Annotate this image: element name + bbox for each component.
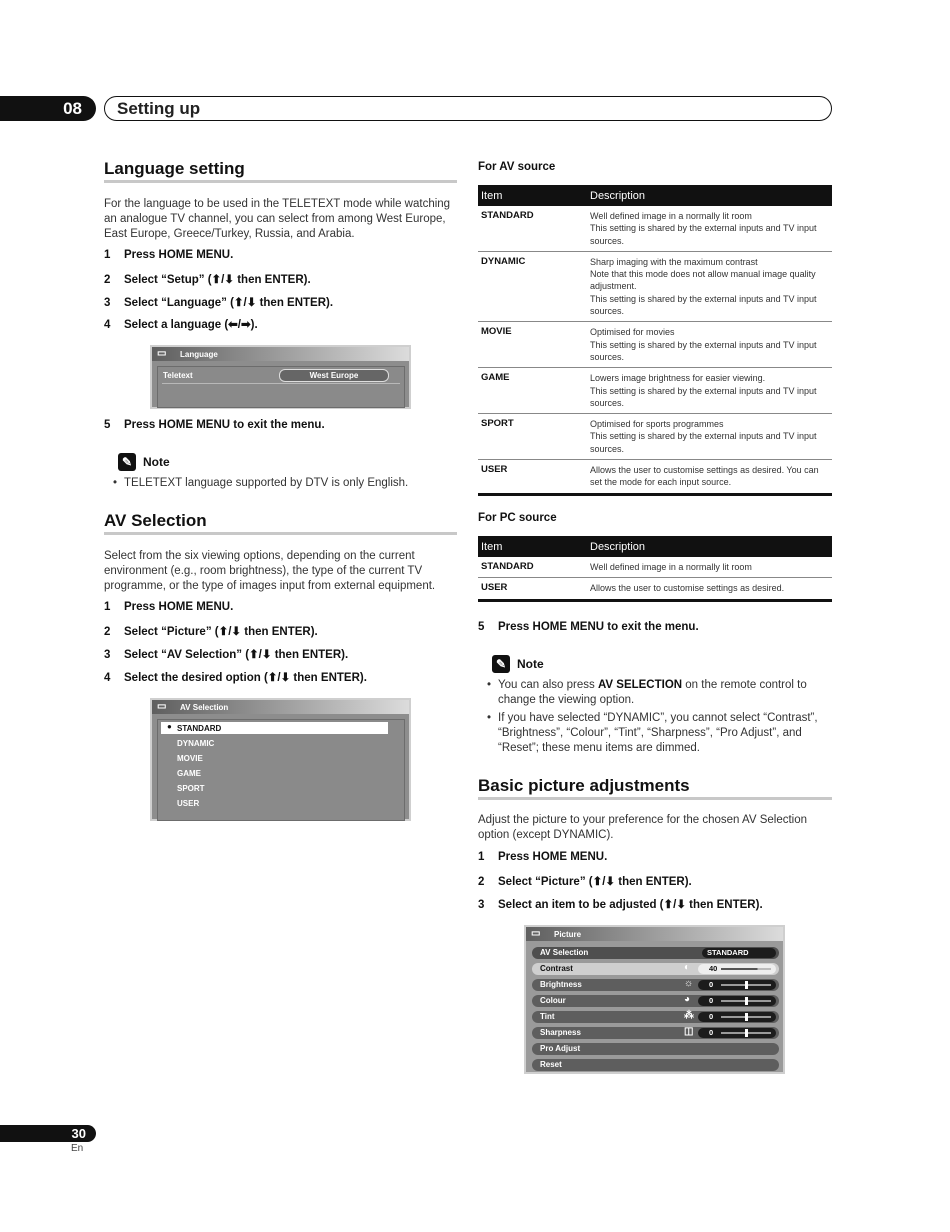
col-item-header: Item [478,536,587,557]
av-step-4: 4 Select the desired option (⬆/⬇ then ENTER). [104,672,367,684]
table-item-cell: USER [478,578,587,600]
table-item-cell: GAME [478,368,587,414]
picture-row-av-selection[interactable]: AV Selection STANDARD [532,947,779,959]
language-step-1: 1 Press HOME MENU. [104,249,234,261]
menu-tv-icon: ▭ [157,348,167,359]
menu-divider [162,383,400,384]
language-note-head: ✎ Note [118,453,170,471]
language-menu-panel [157,366,405,408]
brightness-icon: ☼ [684,978,694,989]
slider-value: 0 [709,980,714,989]
av-option-movie[interactable]: MOVIE [177,754,203,763]
slider-label: Contrast [540,964,573,973]
slider-value: 0 [709,1028,714,1037]
table-item-cell: MOVIE [478,322,587,368]
basic-step-1: 1 Press HOME MENU. [478,851,608,863]
av-selection-menu-header: ▭ AV Selection [152,700,409,714]
language-heading-rule [104,180,457,183]
table-row [478,368,832,414]
language-step-2: 2 Select “Setup” (⬆/⬇ then ENTER). [104,274,311,286]
language-note-item: • TELETEXT language supported by DTV is only English. [113,477,409,489]
description-line: Well defined image in a normally lit room [590,562,752,572]
language-menu-screen [150,345,411,409]
description-line: This setting is shared by the external inputs and TV input sources. [590,339,817,362]
language-intro: For the language to be used in the TELETEXT mode while watching an analogue TV channel, you can select from among West Europe, East Europe, Greece/Turkey, Russia, and Arabia. [104,198,451,240]
basic-adjust-heading-rule [478,797,832,800]
table-item-cell: DYNAMIC [478,251,587,321]
table-row [478,414,832,460]
slider-track[interactable] [721,1016,771,1018]
sharpness-icon: ◫ [684,1026,694,1037]
chapter-number: 08 [0,96,96,121]
av-step-2: 2 Select “Picture” (⬆/⬇ then ENTER). [104,626,318,638]
page-language: En [71,1143,84,1154]
av-step-1: 1 Press HOME MENU. [104,601,234,613]
slider-label: Sharpness [540,1028,581,1037]
table-description-cell [587,322,832,368]
slider-track[interactable] [721,968,771,970]
pc-source-table [478,536,832,602]
table-row [478,251,832,321]
picture-row-reset[interactable]: Reset [532,1059,779,1071]
av-option-game[interactable]: GAME [177,769,201,778]
picture-row-brightness[interactable] [532,979,779,991]
description-line: Well defined image in a normally lit room [590,211,752,221]
picture-menu-screen [524,925,785,1074]
menu-tv-icon: ▭ [157,701,167,712]
description-line: This setting is shared by the external inputs and TV input sources. [590,223,817,246]
description-line: Lowers image brightness for easier viewing. [590,373,766,384]
table-row [478,206,832,251]
av-selection-menu-screen [150,698,411,821]
description-line: Optimised for sports programmes [590,419,724,430]
slider-value: 40 [709,964,718,973]
description-line: This setting is shared by the external inputs and TV input sources. [590,293,817,317]
slider-knob[interactable] [745,1029,748,1037]
basic-step-2: 2 Select “Picture” (⬆/⬇ then ENTER). [478,876,692,888]
basic-adjust-heading: Basic picture adjustments [478,776,690,795]
picture-row-pro-adjust[interactable]: Pro Adjust [532,1043,779,1055]
basic-step-3: 3 Select an item to be adjusted (⬆/⬇ then ENTER). [478,899,763,911]
slider-knob[interactable] [745,981,748,989]
description-line: Sharp imaging with the maximum contrast [590,256,758,267]
note-pencil-icon: ✎ [118,453,136,471]
col-description-header: Description [587,185,832,206]
table-item-cell: USER [478,460,587,495]
av-selection-menu-panel [157,719,405,821]
description-line: Allows the user to customise settings as desired. [590,583,785,594]
language-menu-header: ▭ Language [152,347,409,361]
picture-row-contrast[interactable] [532,963,779,975]
slider-value: 0 [709,996,714,1005]
teletext-value-select[interactable]: West Europe [279,369,389,382]
right-note-item-2: • If you have selected “DYNAMIC”, you cannot select “Contrast”, “Brightness”, “Colour”, “Tint”, “Sharpness”, “Pro Adjust”, and “Reset”; these menu items are dimmed. [487,712,818,754]
slider-value: 0 [709,1012,714,1021]
av-source-heading: For AV source [478,161,556,173]
note-pencil-icon: ✎ [492,655,510,673]
slider-knob[interactable] [745,997,748,1005]
description-line: Optimised for movies [590,327,675,338]
tint-icon: ⁂ [684,1010,694,1021]
av-selection-heading: AV Selection [104,511,207,530]
av-option-sport[interactable]: SPORT [177,784,205,793]
slider-track[interactable] [721,1000,771,1002]
table-item-cell: SPORT [478,414,587,460]
basic-adjust-intro: Adjust the picture to your preference for the chosen AV Selection option (except DYNAMIC). [478,814,808,841]
av-option-user[interactable]: USER [177,799,200,808]
page-number: 30 [0,1125,96,1142]
chapter-title: Setting up [104,96,832,121]
av-option-standard[interactable]: STANDARD [177,724,222,733]
col-description-header: Description [587,536,832,557]
menu-tv-icon: ▭ [531,928,541,939]
description-line: Note that this mode does not allow manual image quality adjustment. [590,269,816,292]
table-description-cell [587,578,832,600]
av-option-dynamic[interactable]: DYNAMIC [177,739,215,748]
av-selection-value: STANDARD [707,948,749,957]
av-selection-heading-rule [104,532,457,535]
language-step-5: 5 Press HOME MENU to exit the menu. [104,419,325,431]
table-row [478,578,832,600]
av-source-table [478,185,832,496]
contrast-icon: ◐ [684,962,691,973]
picture-menu-header: ▭ Picture [526,927,783,941]
av-step-3: 3 Select “AV Selection” (⬆/⬇ then ENTER). [104,649,349,661]
description-line: This setting is shared by the external inputs and TV input sources. [590,431,817,454]
table-description-cell [587,368,832,414]
table-item-cell: STANDARD [478,206,587,251]
table-description-cell [587,251,832,321]
language-step-4: 4 Select a language (⬅/➡). [104,319,258,331]
av-selection-intro: Select from the six viewing options, depending on the current environment (e.g., room brightness), the type of the current TV programme, or the type of images input from external equipment. [104,550,436,592]
language-heading: Language setting [104,159,245,178]
table-row [478,460,832,495]
table-row [478,557,832,578]
table-item-cell: STANDARD [478,557,587,578]
language-step-3: 3 Select “Language” (⬆/⬇ then ENTER). [104,297,334,309]
selected-bullet: ● [167,722,172,731]
colour-icon: ◕ [684,994,691,1005]
table-description-cell [587,557,832,578]
picture-row-tint[interactable] [532,1011,779,1023]
pc-source-heading: For PC source [478,512,557,524]
col-item-header: Item [478,185,587,206]
table-description-cell [587,414,832,460]
slider-track[interactable] [721,1032,771,1034]
table-description-cell [587,206,832,251]
slider-label: Tint [540,1012,555,1021]
table-description-cell [587,460,832,495]
slider-label: Brightness [540,980,582,989]
slider-label: Colour [540,996,566,1005]
slider-track[interactable] [721,984,771,986]
teletext-label: Teletext [163,371,193,380]
slider-knob[interactable] [745,1013,748,1021]
picture-row-colour[interactable] [532,995,779,1007]
right-note-head: ✎ Note [492,655,544,673]
description-line: This setting is shared by the external inputs and TV input sources. [590,385,817,408]
description-line: Allows the user to customise settings as desired. You can set the mode for each input source. [590,465,819,488]
right-note-item-1: • You can also press AV SELECTION on the remote control to change the viewing option. [487,679,807,706]
table-row [478,322,832,368]
right-step-5: 5 Press HOME MENU to exit the menu. [478,621,699,633]
picture-row-sharpness[interactable] [532,1027,779,1039]
